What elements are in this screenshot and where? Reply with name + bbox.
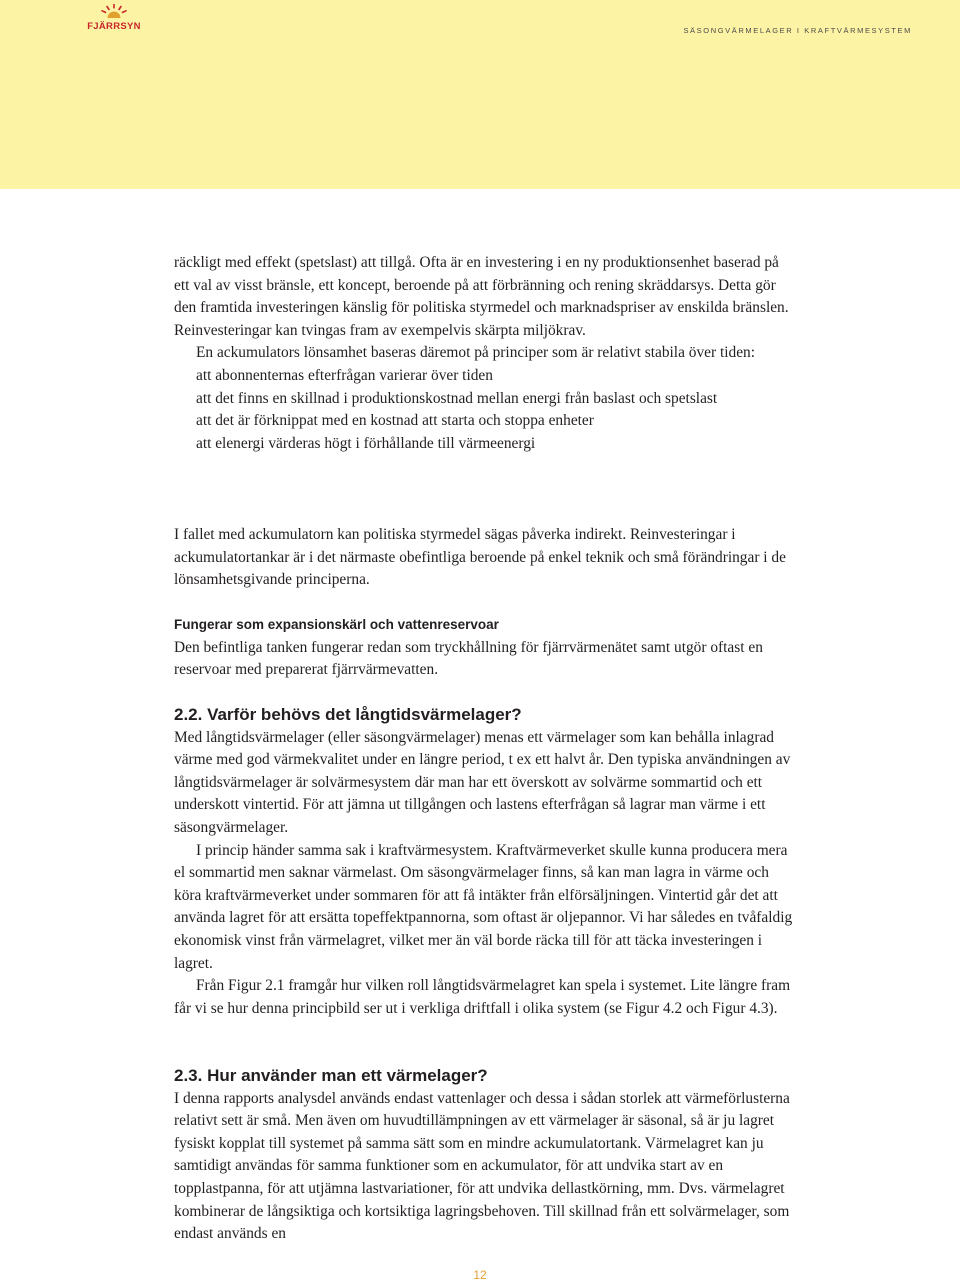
running-head: SÄSONGVÄRMELAGER I KRAFTVÄRMESYSTEM xyxy=(683,26,912,35)
paragraph: I denna rapports analysdel används endast vattenlager och dessa i sådan storlek att värmeförlusterna relativt sett är små. Men även om huvudtillämpningen av ett värmelager är säsonal, så är ju lagret fysiskt kopplat till systemet på samma sätt som en mindre ackumulatortank. Värmelagret kan ju samtidigt användas för samma funktioner som en ackumulator, för att undvika start av en topplastpanna, för att utjämna lastvariationer, för att undvika dellastkörning, mm. Dvs. värmelagret kombinerar de långsiktiga och kortsiktiga lagringsbehoven. Till skillnad från ett solvärmelager, som endast används en xyxy=(174,1089,790,1243)
list-item: att det är förknippat med en kostnad att starta och stoppa enheter xyxy=(196,412,594,430)
sun-icon xyxy=(86,4,142,22)
paragraph: Med långtidsvärmelager (eller säsongvärmelager) menas ett värmelager som kan behålla inlagrad värme med god värmekvalitet under en längre period, t ex ett halvt år. Den typiska användningen av långtidsvärmelager är solvärmesystem där man har ett överskott av solvärme sommartid och ett underskott vintertid. För att jämna ut tillgången och lastens efterfrågan så lagrar man värme i ett säsongvärmelager. xyxy=(174,728,791,836)
section-heading: 2.2. Varför behövs det långtidsvärmelager? xyxy=(174,705,522,724)
paragraph: räckligt med effekt (spetslast) att tillgå. Ofta är en investering i en ny produktionsenhet baserad på ett val av visst bränsle, ett koncept, beroende på att förbränning och rening skräddarsys. Detta gör den framtida investeringen känslig för politiska styrmedel och marknadspriser av enskilda bränslen. Reinvesteringar kan tvingas fram av exempelvis skärpta miljökrav. xyxy=(174,254,789,339)
section-heading: 2.3. Hur använder man ett värmelager? xyxy=(174,1066,488,1085)
body-text xyxy=(174,1065,794,1246)
body-text xyxy=(174,614,794,682)
subheading: Fungerar som expansionskärl och vattenreservoar xyxy=(174,617,499,632)
body-text xyxy=(174,524,794,592)
paragraph: En ackumulators lönsamhet baseras däremot på principer som är relativt stabila över tiden: xyxy=(196,344,756,362)
list-item: att det finns en skillnad i produktionskostnad mellan energi från baslast och spetslast xyxy=(196,389,718,407)
paragraph: I princip händer samma sak i kraftvärmesystem. Kraftvärmeverket skulle kunna producera mera el sommartid men saknar värmelast. Om säsongvärmelager finns, så kan man lagra in värme och köra kraftvärmeverket under sommaren för att få intäkter från elförsäljningen. Vintertid går det att använda lagret för att ersätta topeffektpannorna, som oftast är oljepannor. Vi har således en tvåfaldig ekonomisk vinst från värmelagret, vilket mer än väl borde räcka till för att täcka investeringen i lagret. xyxy=(174,841,793,972)
paragraph: Från Figur 2.1 framgår hur vilken roll långtidsvärmelagret kan spela i systemet. Lite längre fram får vi se hur denna principbild ser ut i verkliga driftfall i olika system (se Figur 4.2 och Figur 4.3). xyxy=(174,977,791,1017)
logo-text: FJÄRRSYN xyxy=(87,21,141,32)
paragraph: I fallet med ackumulatorn kan politiska styrmedel sägas påverka indirekt. Reinvesteringar i ackumulatortankar är i det närmaste obefintliga beroende på enkel teknik och små förändringar i de lönsamhetsgivande principerna. xyxy=(174,526,786,589)
body-text xyxy=(174,704,794,1020)
paragraph: Den befintliga tanken fungerar redan som tryckhållning för fjärrvärmenätet samt utgör oftast en reservoar med preparerat fjärrvärmevatten. xyxy=(174,638,763,679)
fjarrsyn-logo xyxy=(86,4,142,36)
body-text xyxy=(174,252,794,455)
list-item: att abonnenternas efterfrågan varierar över tiden xyxy=(196,366,493,384)
list-item: att elenergi värderas högt i förhållande till värmeenergi xyxy=(196,434,536,452)
page-number: 12 xyxy=(473,1268,487,1282)
